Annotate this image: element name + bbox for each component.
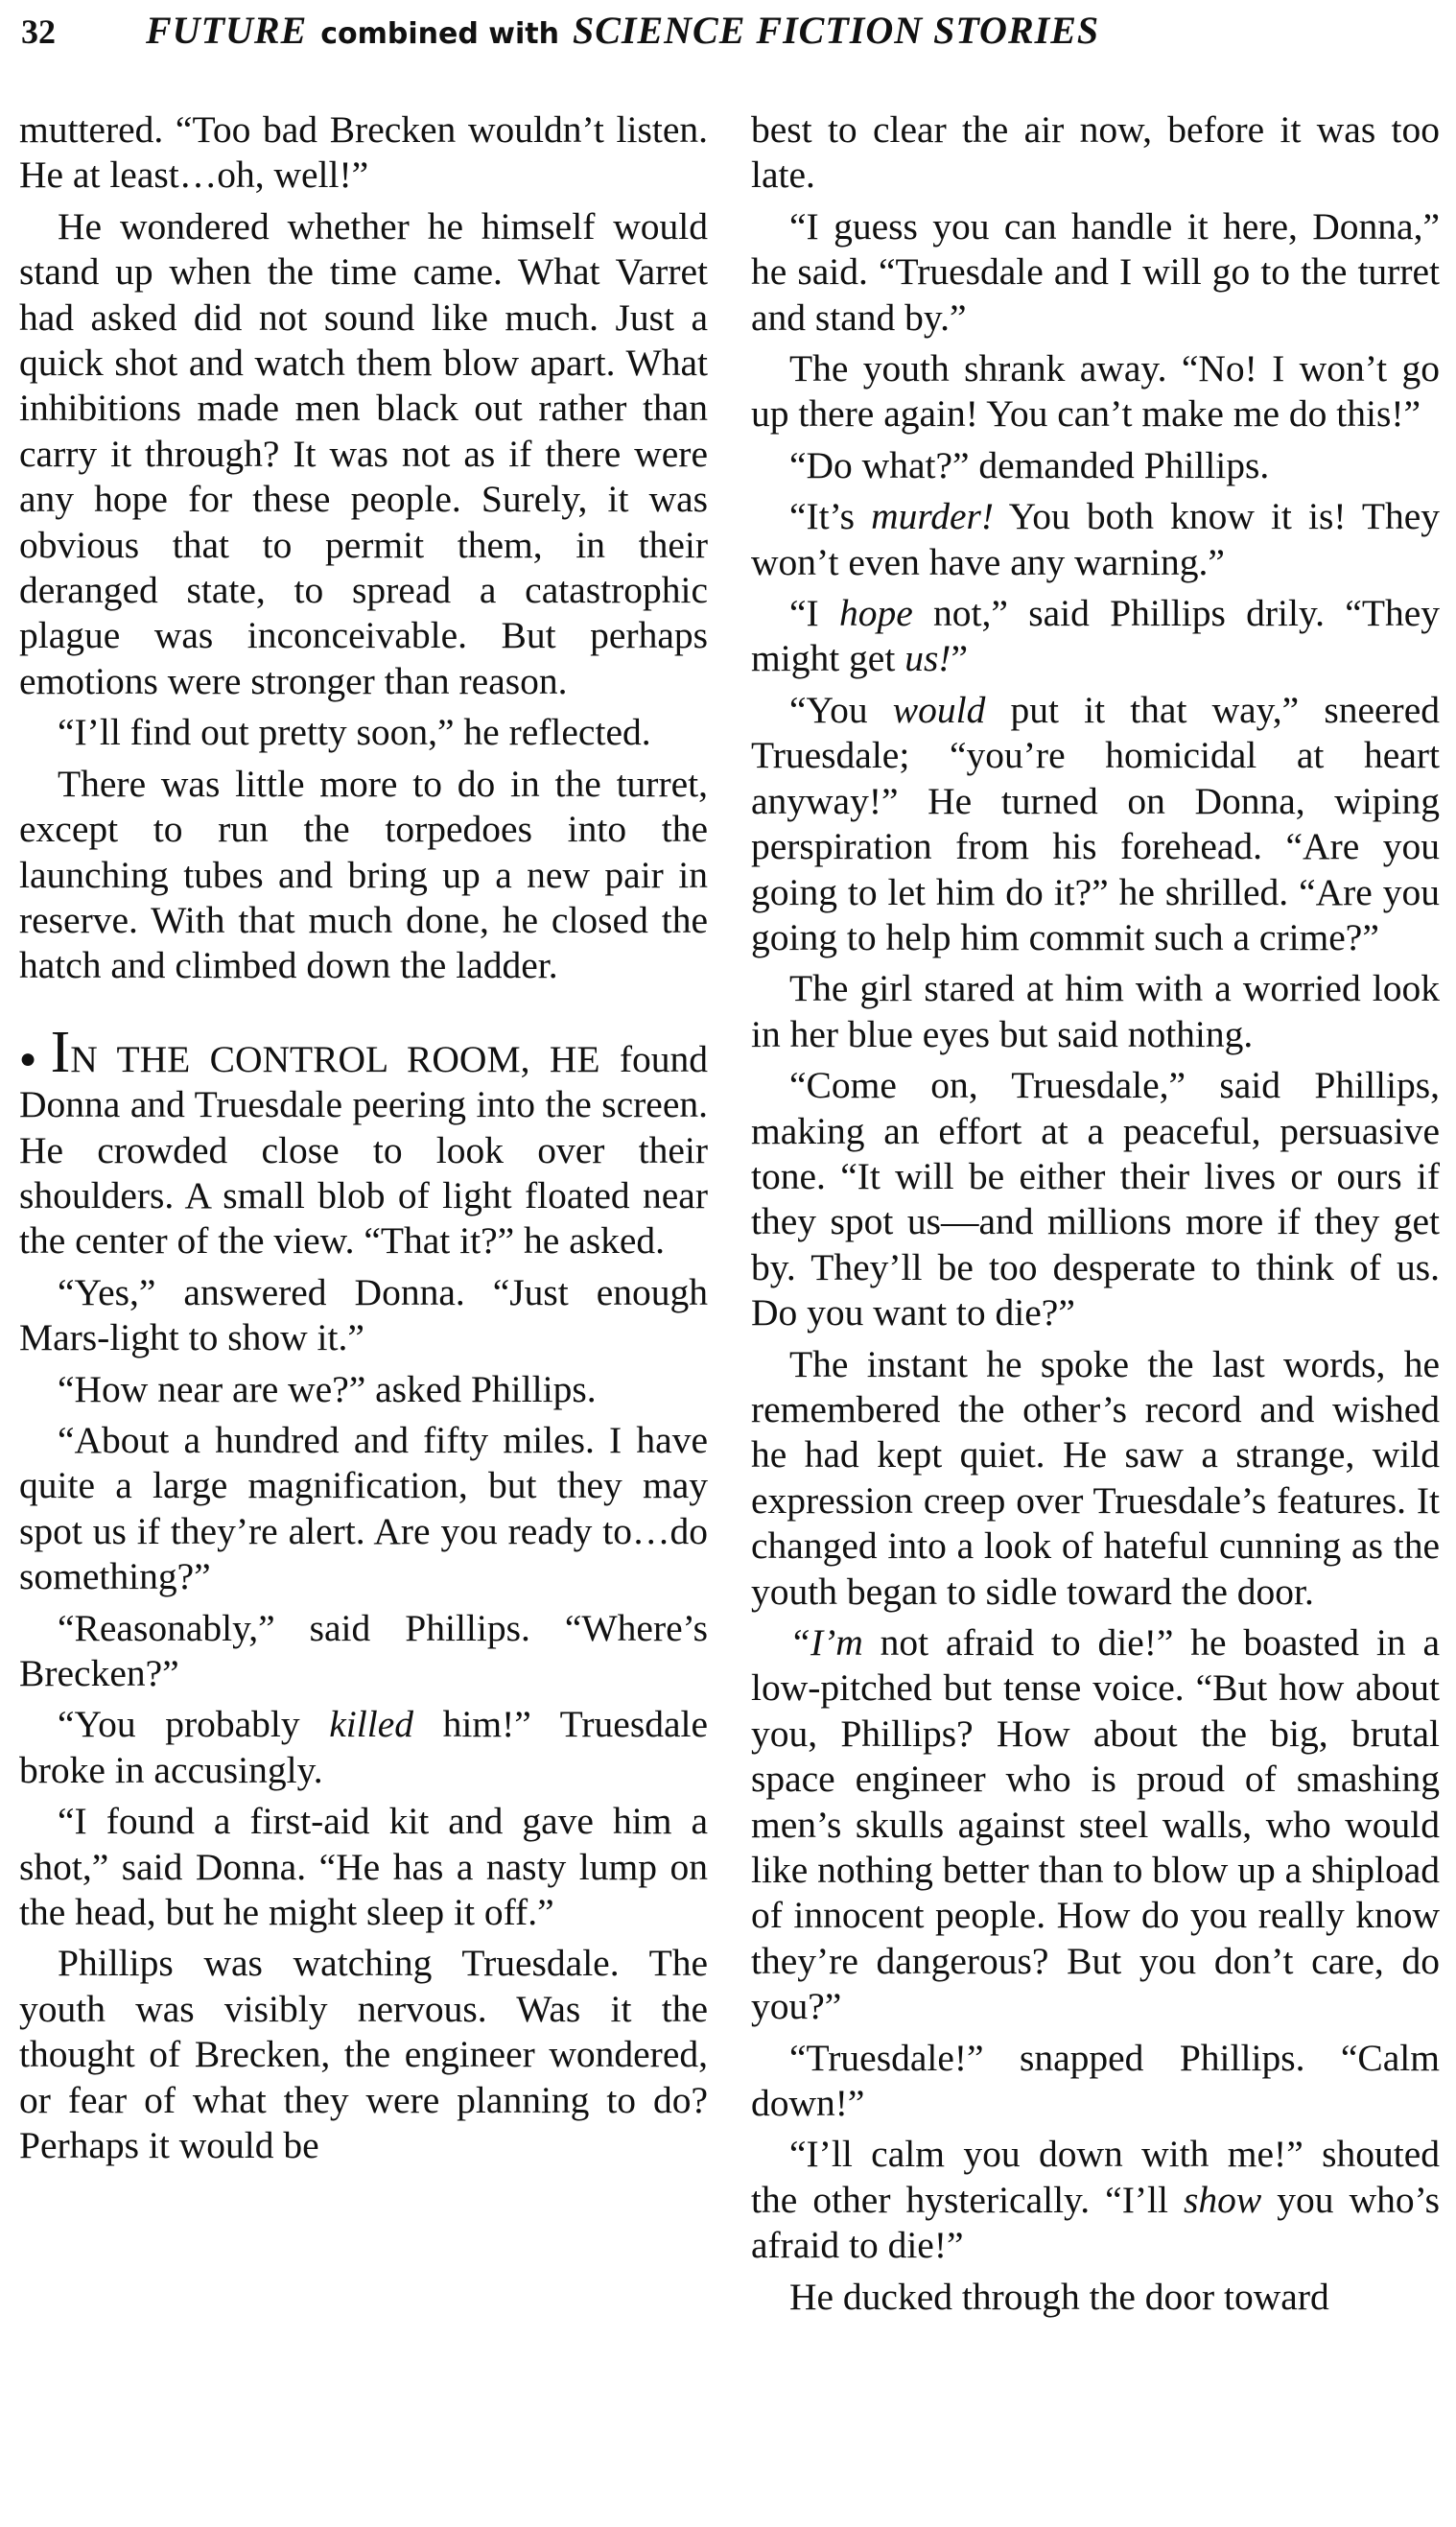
paragraph: “Truesdale!” snapped Phillips. “Calm down!”	[751, 2036, 1440, 2125]
section-start-paragraph	[19, 1019, 708, 1264]
paragraph: “I found a first-aid kit and gave him a shot,” said Donna. “He has a nasty lump on the head, but he might sleep it off.”	[19, 1800, 708, 1934]
emphasis: “I’m	[789, 1621, 863, 1664]
magazine-title: FUTURE	[146, 9, 308, 52]
left-column	[19, 107, 708, 2515]
page-number: 32	[21, 12, 56, 51]
paragraph: “I’ll calm you down with me!” shouted the other hysterically. “I’ll show you who’s afraid to die!”	[751, 2133, 1440, 2267]
paragraph: The girl stared at him with a worried look in her blue eyes but said nothing.	[751, 967, 1440, 1055]
paragraph: “Come on, Truesdale,” said Phillips, making an effort at a peaceful, persuasive tone. “It will be either their lives or ours if they spot us—and millions more if they get by. They’ll be too desperate to think of us. Do you want to die?”	[751, 1064, 1440, 1334]
paragraph: There was little more to do in the turret, except to run the torpedoes into the launching tubes and bring up a new pair in reserve. With that much done, he closed the hatch and climbed down the ladder.	[19, 762, 708, 987]
paragraph: “It’s murder! You both know it is! They won’t even have any warning.”	[751, 495, 1440, 583]
paragraph: He wondered whether he himself would stand up when the time came. What Varret had asked did not sound like much. Just a quick shot and watch them blow apart. What inhibitions made men black out rather than carry it through? It was not as if there were any hope for these people. Surely, it was obvious that to permit them, in their deranged state, to spread a catastrophic plague was inconceivable. But perhaps emotions were stronger than reason.	[19, 204, 708, 702]
paragraph: “You would put it that way,” sneered Truesdale; “you’re homicidal at heart anyway!” He turned on Donna, wiping perspiration from his forehead. “Are you going to let him do it?” he shrilled. “Are you going to help him commit such a crime?”	[751, 688, 1440, 958]
paragraph: “Reasonably,” said Phillips. “Where’s Brecken?”	[19, 1606, 708, 1694]
page-header	[21, 8, 1441, 65]
paragraph: muttered. “Too bad Brecken wouldn’t listen. He at least…oh, well!”	[19, 108, 708, 197]
paragraph: Phillips was watching Truesdale. The youth was visibly nervous. Was it the thought of Brecken, the engineer wondered, or fear of what they were planning to do? Perhaps it would be	[19, 1942, 708, 2167]
emphasis: killed	[329, 1703, 413, 1746]
emphasis: would	[892, 688, 986, 731]
paragraph: “I guess you can handle it here, Donna,” he said. “Truesdale and I will go to the turret and stand by.”	[751, 204, 1440, 339]
paragraph: He ducked through the door toward	[789, 2275, 1329, 2318]
paragraph: “You probably killed him!” Truesdale broke in accusingly.	[19, 1703, 708, 1791]
paragraph: “I’m not afraid to die!” he boasted in a low-pitched but tense voice. “But how about you, Phillips? How about the big, brutal space engineer who is proud of smashing men’s skulls against steel walls, who would like nothing better than to blow up a shipload of innocent people. How do you really know they’re dangerous? But you don’t care, do you?”	[751, 1621, 1440, 2028]
paragraph: “How near are we?” asked Phillips.	[58, 1367, 597, 1410]
emphasis: us!	[904, 637, 951, 680]
paragraph: best to clear the air now, before it was too late.	[751, 108, 1440, 197]
section-bullet-icon: ●	[19, 1042, 47, 1075]
paragraph: “Yes,” answered Donna. “Just enough Mars-light to show it.”	[19, 1270, 708, 1359]
companion-title: SCIENCE FICTION STORIES	[572, 9, 1100, 52]
right-column	[751, 107, 1440, 2515]
section-text: found Donna and Truesdale peering into the screen. He crowded close to look over their shoulders. A small blob of light floated near the center of the view. “That it?” he asked.	[19, 1037, 708, 1263]
paragraph: “I hope not,” said Phillips drily. “They might get us!”	[751, 592, 1440, 680]
combined-with-label: combined with	[320, 17, 559, 51]
section-lead-text: N THE CONTROL ROOM, HE	[70, 1037, 600, 1080]
emphasis: show	[1184, 2178, 1262, 2221]
paragraph: “I’ll find out pretty soon,” he reflected.	[58, 711, 651, 754]
drop-cap: I	[50, 1019, 71, 1085]
paragraph: “Do what?” demanded Phillips.	[789, 443, 1270, 486]
paragraph: The youth shrank away. “No! I won’t go up there again! You can’t make me do this!”	[751, 347, 1440, 436]
emphasis: hope	[838, 592, 913, 635]
paragraph: “About a hundred and fifty miles. I have quite a large magnification, but they may spot us if they’re alert. Are you ready to…do something?”	[19, 1418, 708, 1598]
paragraph: The instant he spoke the last words, he remembered the other’s record and wished he had kept quiet. He saw a strange, wild expression creep over Truesdale’s features. It changed into a look of hateful cunning as the youth began to sidle toward the door.	[751, 1342, 1440, 1613]
emphasis: murder!	[871, 495, 995, 538]
